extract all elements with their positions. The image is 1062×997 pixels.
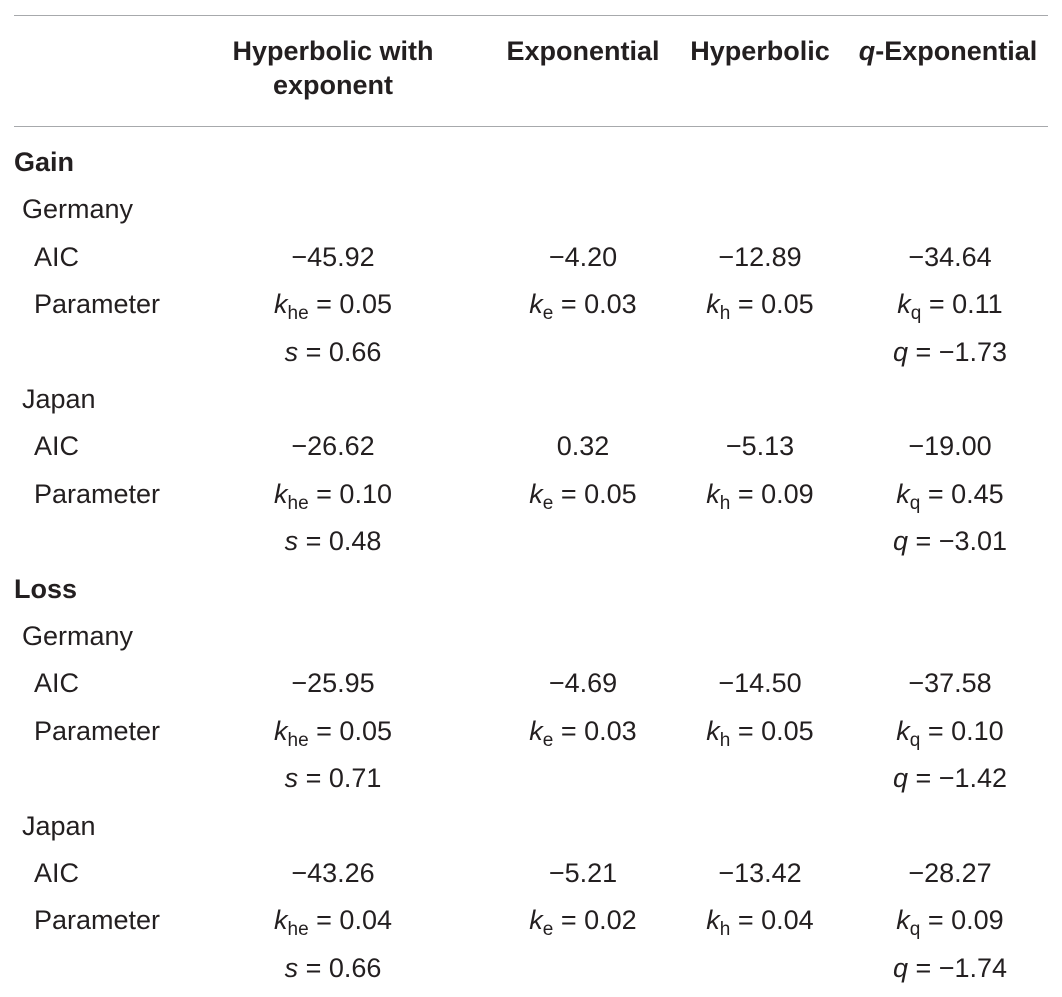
country-label: Japan (22, 384, 96, 414)
aic-value: −14.50 (718, 668, 802, 699)
aic-value: −26.62 (291, 431, 375, 462)
q-symbol: q (892, 952, 908, 983)
parameter-value: = 0.05 (308, 289, 392, 320)
parameter-value-khe (274, 287, 392, 331)
k-symbol: k (896, 478, 910, 509)
parameter-value: = 0.05 (730, 715, 814, 746)
aic-value: −25.95 (291, 668, 375, 699)
parameter-value-q (893, 761, 1007, 795)
parameter-value: = 0.09 (730, 478, 814, 509)
parameter-label: Parameter (34, 289, 161, 320)
aic-label: AIC (34, 241, 80, 272)
parameter-value: = 0.66 (298, 952, 382, 983)
s-symbol: s (284, 336, 299, 367)
parameter-value: = −1.73 (907, 336, 1008, 367)
parameter-value-kq (896, 903, 1003, 947)
top-rule (14, 15, 1048, 16)
aic-value: −28.27 (908, 858, 992, 888)
k-symbol: k (274, 715, 288, 746)
parameter-value: = 0.04 (730, 905, 814, 936)
k-symbol: k (706, 715, 720, 746)
parameter-value: = 0.10 (920, 715, 1004, 746)
country-label: Germany (22, 621, 134, 651)
subscript-he: he (287, 492, 309, 514)
parameter-value-kq (897, 287, 1002, 331)
k-symbol: k (896, 905, 910, 936)
aic-value: −19.00 (908, 431, 992, 462)
parameter-value-kh (706, 714, 813, 758)
subscript-he: he (287, 729, 309, 751)
aic-value: −13.42 (718, 858, 802, 888)
subscript-e: e (542, 729, 554, 751)
parameter-value-ke (529, 477, 636, 521)
aic-value: −4.20 (548, 241, 618, 272)
aic-value: −45.92 (291, 241, 375, 272)
parameter-value-s (285, 761, 382, 795)
subscript-h: h (719, 492, 731, 514)
subscript-h: h (719, 729, 731, 751)
parameter-label: Parameter (34, 905, 161, 936)
parameter-value: = 0.48 (298, 526, 382, 557)
subscript-e: e (542, 492, 554, 514)
subscript-h: h (719, 303, 731, 325)
parameter-value-s (285, 335, 382, 369)
s-symbol: s (284, 952, 299, 983)
q-symbol: q (892, 763, 908, 794)
parameter-value: = 0.09 (920, 905, 1004, 936)
subscript-e: e (542, 303, 554, 325)
parameter-value: = 0.45 (920, 478, 1004, 509)
s-symbol: s (284, 763, 299, 794)
aic-value: −37.58 (908, 668, 992, 699)
parameter-value: = 0.11 (921, 289, 1003, 320)
k-symbol: k (529, 905, 543, 936)
column-header-line: exponent (272, 70, 393, 100)
header-rule (14, 126, 1048, 127)
column-header-hyperbolic-exponent (208, 34, 458, 102)
parameter-value: = 0.66 (298, 336, 382, 367)
aic-label: AIC (34, 431, 80, 462)
parameter-value-ke (529, 903, 636, 947)
parameter-value-khe (274, 903, 392, 947)
parameter-value: = −1.74 (907, 952, 1008, 983)
subscript-q: q (910, 303, 922, 325)
aic-value: −43.26 (291, 858, 375, 888)
parameter-value-ke (529, 714, 636, 758)
parameter-value: = 0.03 (553, 715, 637, 746)
parameter-label: Parameter (34, 478, 161, 509)
parameter-value-kh (706, 903, 813, 947)
parameter-value: = 0.05 (730, 289, 814, 320)
parameter-value-q (893, 335, 1007, 369)
aic-value: 0.32 (556, 431, 610, 462)
subscript-he: he (287, 303, 309, 325)
parameter-value-kh (706, 477, 813, 521)
aic-value: −5.21 (548, 858, 618, 888)
section-title: Gain (14, 147, 75, 177)
column-header-q-exponential (846, 34, 1050, 68)
k-symbol: k (274, 905, 288, 936)
k-symbol: k (529, 715, 543, 746)
aic-label: AIC (34, 858, 80, 888)
parameter-label: Parameter (34, 715, 161, 746)
parameter-value: = 0.10 (308, 478, 392, 509)
parameter-value-kq (896, 714, 1003, 758)
section-title: Loss (14, 573, 78, 604)
parameter-value: = −3.01 (907, 526, 1008, 557)
column-header-line: Hyperbolic with (232, 36, 434, 66)
parameter-value-s (285, 951, 382, 985)
q-symbol: q (858, 36, 876, 66)
parameter-value-q (893, 951, 1007, 985)
k-symbol: k (897, 289, 911, 320)
aic-value: −4.69 (548, 668, 618, 699)
column-header-exponential: Exponential (506, 36, 660, 66)
s-symbol: s (284, 526, 299, 557)
subscript-e: e (542, 919, 554, 941)
column-header-hyperbolic: Hyperbolic (690, 36, 830, 66)
subscript-q: q (909, 492, 921, 514)
column-header-text: -Exponential (875, 36, 1038, 66)
q-symbol: q (892, 336, 908, 367)
parameter-value: = 0.03 (553, 289, 637, 320)
k-symbol: k (706, 289, 720, 320)
parameter-value: = −1.42 (907, 763, 1008, 794)
parameter-value-khe (274, 714, 392, 758)
parameter-value: = 0.05 (553, 478, 637, 509)
parameter-value: = 0.71 (298, 763, 382, 794)
k-symbol: k (706, 905, 720, 936)
subscript-he: he (287, 919, 309, 941)
subscript-q: q (909, 919, 921, 941)
k-symbol: k (896, 715, 910, 746)
k-symbol: k (274, 289, 288, 320)
parameter-value-ke (529, 287, 636, 331)
parameter-value-s (285, 524, 382, 558)
k-symbol: k (274, 478, 288, 509)
country-label: Japan (22, 810, 96, 841)
parameter-value-kh (706, 287, 813, 331)
aic-value: −34.64 (908, 241, 992, 272)
aic-value: −5.13 (725, 431, 795, 462)
aic-value: −12.89 (718, 241, 802, 272)
subscript-q: q (909, 729, 921, 751)
k-symbol: k (706, 478, 720, 509)
k-symbol: k (529, 289, 543, 320)
parameter-value: = 0.02 (553, 905, 637, 936)
parameter-value-khe (274, 477, 392, 521)
k-symbol: k (529, 478, 543, 509)
country-label: Germany (22, 194, 134, 225)
parameter-value-kq (896, 477, 1003, 521)
aic-label: AIC (34, 668, 80, 699)
parameter-value: = 0.05 (308, 715, 392, 746)
parameter-value-q (893, 524, 1007, 558)
parameter-value: = 0.04 (308, 905, 392, 936)
q-symbol: q (892, 526, 908, 557)
subscript-h: h (719, 919, 731, 941)
